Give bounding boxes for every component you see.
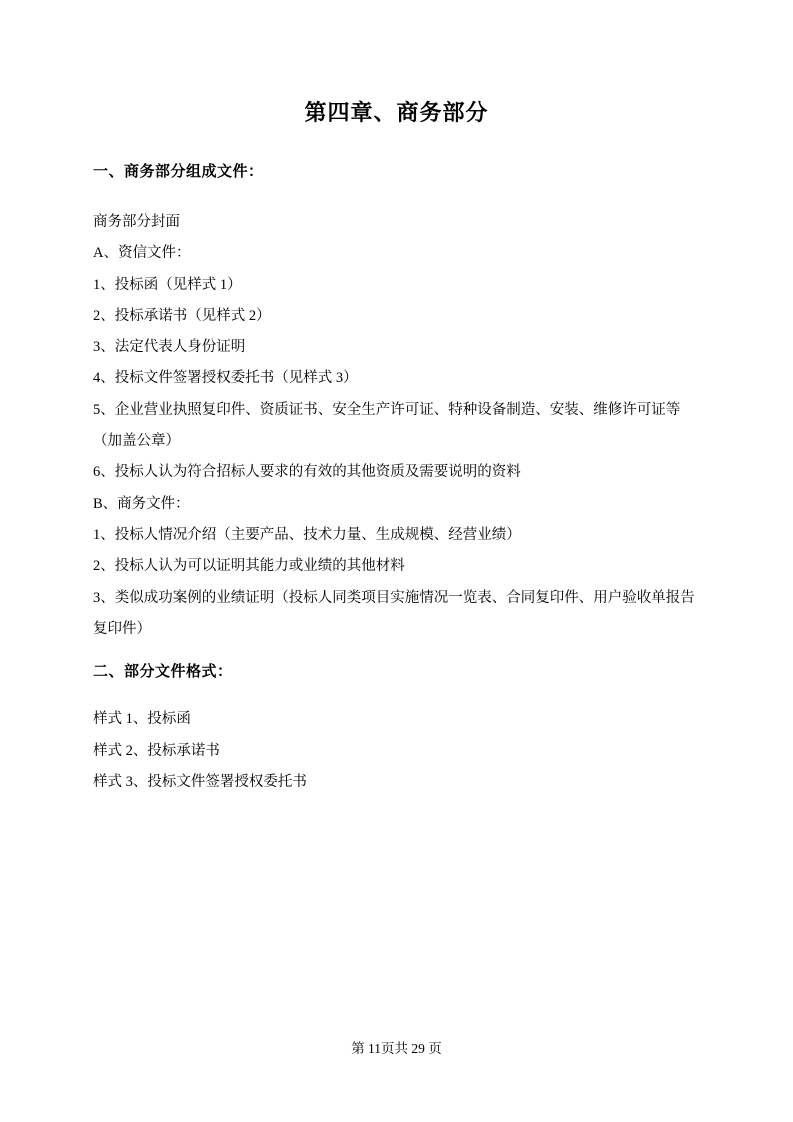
list-item-legal-rep-id: 3、法定代表人身份证明 (93, 339, 246, 356)
list-item-bid-letter: 1、投标函（见样式 1） (93, 276, 242, 293)
page-title: 第四章、商务部分 (304, 100, 489, 125)
section-heading-file-formats: 二、部分文件格式： (93, 664, 233, 680)
list-item-other-materials: 2、投标人认为可以证明其能力或业绩的其他材料 (93, 558, 405, 575)
paragraph-business-files: B、商务文件： (93, 495, 190, 512)
paragraph-credit-files: A、资信文件： (93, 245, 191, 262)
list-item-format-commitment: 样式 2、投标承诺书 (93, 742, 220, 759)
page-number: 第 11页共 29 页 (351, 1041, 442, 1056)
list-item-other-quals: 6、投标人认为符合招标人要求的有效的其他资质及需要说明的资料 (93, 464, 521, 481)
section-file-formats-body (93, 704, 705, 799)
list-item-case-references: 3、类似成功案例的业绩证明（投标人同类项目实施情况一览表、合同复印件、用户验收单报告复印件） (93, 589, 695, 637)
list-item-format-bid-letter: 样式 1、投标函 (93, 711, 191, 727)
list-item-licenses: 5、企业营业执照复印件、资质证书、安全生产许可证、特种设备制造、安装、维修许可证等（加盖公章） (93, 401, 681, 450)
list-item-format-authorization: 样式 3、投标文件签署授权委托书 (93, 774, 307, 790)
section-heading-composition-files: 一、商务部分组成文件： (93, 164, 264, 180)
section-composition-files-body (93, 207, 705, 645)
list-item-bidder-profile: 1、投标人情况介绍（主要产品、技术力量、生成规模、经营业绩） (93, 526, 521, 543)
paragraph-cover: 商务部分封面 (93, 214, 180, 230)
list-item-authorization: 4、投标文件签署授权委托书（见样式 3） (93, 370, 358, 387)
list-item-bid-commitment: 2、投标承诺书（见样式 2） (93, 307, 271, 324)
